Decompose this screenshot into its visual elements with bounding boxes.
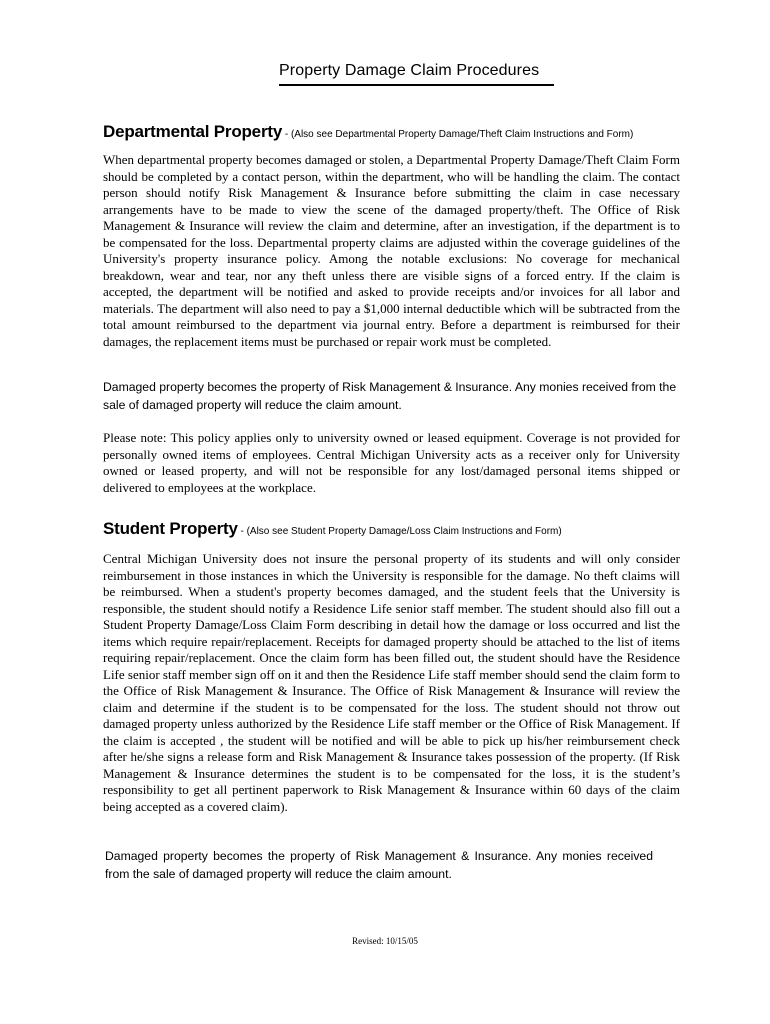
departmental-property-heading [103, 116, 633, 144]
page-title: Property Damage Claim Procedures [279, 62, 540, 79]
revised-date: Revised: 10/15/05 [352, 936, 418, 946]
student-damaged-note: Damaged property becomes the property of Risk Management & Insurance. Any monies received from the sale of damaged property will reduce the claim amount. [105, 849, 653, 881]
student-property-heading-suffix: - (Also see Student Property Damage/Loss Claim Instructions and Form) [237, 526, 562, 537]
please-note-paragraph: Please note: This policy applies only to university owned or leased equipment. Coverage is not provided for personally owned items of employees. Central Michigan University acts as a receiver only for University owned or leased property, and will not be responsible for any lost/damaged personal items shipped or delivered to employees at the workplace. [103, 430, 680, 495]
student-property-paragraph: Central Michigan University does not insure the personal property of its students and will only consider reimbursement in those instances in which the University is responsible for the damage. No theft claims will be reimbursed. When a student's property becomes damaged, and the student feels that the University is responsible, the student should notify a Residence Life senior staff member. The student should also fill out a Student Property Damage/Loss Claim Form describing in detail how the damage or loss occurred and list the items which require repair/replacement. Receipts for damaged property should be attached to the list of items requiring repair/replacement. Once the claim form has been filled out, the student should have the Residence Life senior staff member sign off on it and then the Residence Life staff member should send the claim form to the Office of Risk Management & Insurance. The Office of Risk Management & Insurance will review the claim and determine if the student is to be compensated for the loss. The student should not throw out damaged property unless authorized by the Residence Life staff member or the Office of Risk Management. If the claim is accepted , the student will be notified and will be able to pick up his/her reimbursement check after he/she signs a release form and Risk Management & Insurance takes possession of the property. (If Risk Management & Insurance determines the student is to be compensated for the loss, it is the student’s responsibility to get all pertinent paperwork to Risk Management & Insurance within 60 days of the claim being accepted as a covered claim). [103, 551, 680, 814]
title-underline [279, 84, 554, 86]
student-property-heading-main: Student Property [103, 519, 238, 538]
departmental-damaged-note: Damaged property becomes the property of Risk Management & Insurance. Any monies received from the sale of damaged property will reduce the claim amount. [103, 380, 677, 412]
departmental-property-paragraph: When departmental property becomes damaged or stolen, a Departmental Property Damage/Theft Claim Form should be completed by a contact person, within the department, who will be handling the claim. The contact person should notify Risk Management & Insurance before submitting the claim in case necessary arrangements have to be made to view the scene of the damaged property/theft. The Office of Risk Management & Insurance will review the claim and determine, after an investigation, if the department is to be compensated for the loss. Departmental property claims are adjusted within the coverage guidelines of the University's property insurance policy. Among the notable exclusions: No coverage for mechanical breakdown, wear and tear, nor any theft unless there are visible signs of a forced entry. If the claim is accepted, the department will be notified and asked to provide receipts and/or invoices for all labor and materials. The department will also need to pay a $1,000 internal deductible which will be subtracted from the total amount reimbursed to the department via journal entry. Before a department is reimbursed for their damages, the replacement items must be purchased or repair work must be completed. [103, 152, 680, 349]
departmental-property-heading-main: Departmental Property [103, 122, 283, 141]
student-property-heading [103, 513, 562, 541]
departmental-property-heading-suffix: - (Also see Departmental Property Damage/Theft Claim Instructions and Form) [282, 129, 634, 140]
